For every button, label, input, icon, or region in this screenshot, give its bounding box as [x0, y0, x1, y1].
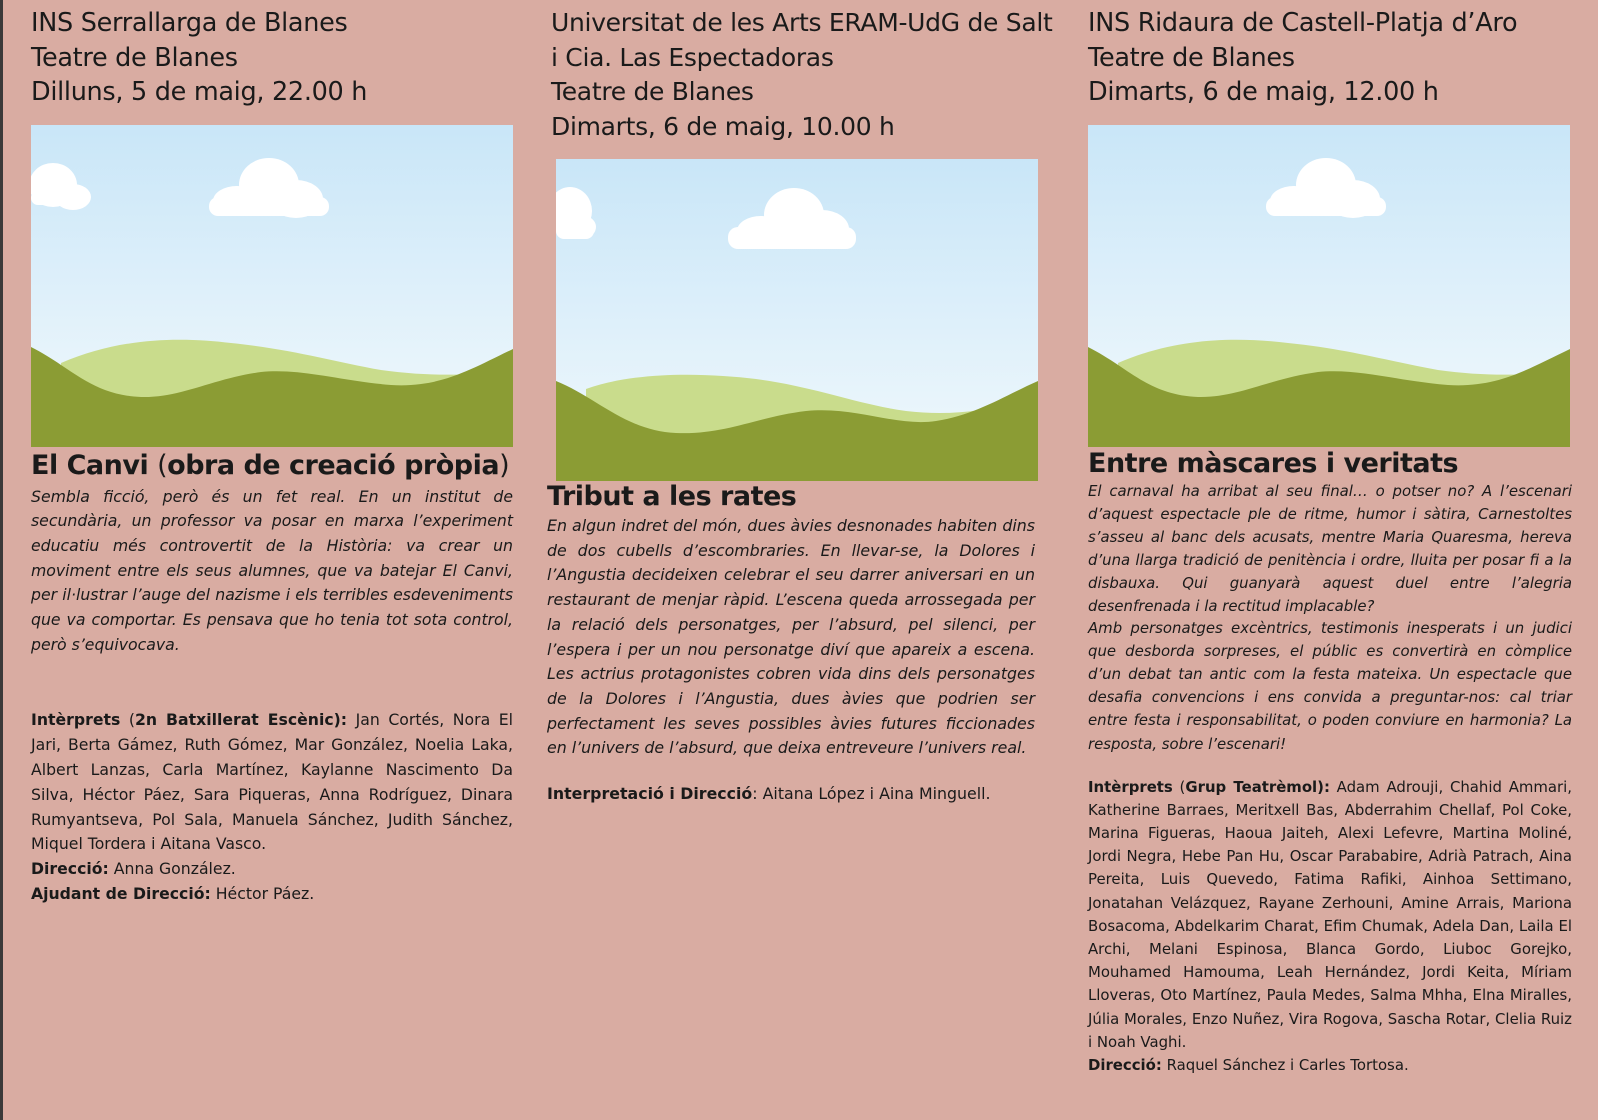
- interpreters-group-close: ):: [1317, 777, 1330, 796]
- show-description: En algun indret del món, dues àvies desnonades habiten dins de dos cubells d’escombraries. En llevar-se, la Dolores i l’Angustia decideixen celebrar el seu darrer aniversari en un restaurant de menjar ràpid. L’escena queda arrossegada per la relació dels personatges, per l’absurd, pel silenci, per l’espera i per un nou personatge diví que apareix a escena. Les actrius protagonistes cobren vida dins dels personatges de la Dolores i l’Angustia, dues àvies que podrien ser perfectament les seves possibles àvies futures ficcionades en l’univers de l’absurd, que deixa entreveure l’univers real.: [547, 516, 1035, 758]
- interpreters-group-close: ):: [333, 710, 348, 730]
- credit-label: Interpretació i Direcció: [547, 784, 753, 804]
- interpreters-group: Grup Teatrèmol: [1185, 777, 1318, 796]
- interpreters-line: [31, 708, 513, 857]
- landscape-placeholder-icon: [556, 159, 1038, 481]
- show-title: [31, 449, 513, 483]
- title-paren-open: (: [157, 449, 168, 481]
- event-venue-line: Universitat de les Arts ERAM-UdG de Salt: [551, 8, 1053, 37]
- show-credits: [1088, 776, 1572, 1078]
- direction-label: Direcció:: [1088, 1056, 1162, 1075]
- event-date-line: Dilluns, 5 de maig, 22.00 h: [31, 77, 368, 107]
- assistant-direction-line: [31, 882, 513, 907]
- direction-label: Direcció:: [31, 859, 109, 879]
- interpreters-group-open: (: [1172, 777, 1186, 796]
- show-description-part-1: El carnaval ha arribat al seu final… o potser no? A l’escenari d’aquest espectacle ple de ritme, humor i sàtira, Carnestoltes s’asseu al banc dels acusats, mentre Maria Quaresma, hereva d’una llarga tradició de penitència i ordre, lluita per posar fi a la disbauxa. Qui guanyarà aquest duel entre l’alegria desenfrenada i la rectitud implacable?: [1088, 481, 1572, 615]
- event-column-3: [1088, 6, 1572, 1077]
- direction-names: Raquel Sánchez i Carles Tortosa.: [1161, 1056, 1409, 1075]
- show-description: Sembla ficció, però és un fet real. En un institut de secundària, un professor va posar en marxa l’experiment educatiu més controvertit de la Història: va crear un moviment entre els seus alumnes, que va batejar El Canvi, per il·lustrar l’auge del nazisme i els terribles esdeveniments que va comportar. Es pensava que ho tenia tot sota control, però s’equivocava.: [31, 486, 513, 654]
- event-column-1: [31, 6, 513, 907]
- show-credits: [31, 708, 513, 906]
- left-edge-border: [0, 0, 3, 1120]
- interpreters-group: 2n Batxillerat Escènic: [134, 710, 334, 730]
- event-theatre-line: Teatre de Blanes: [551, 77, 754, 106]
- event-venue-line: INS Serrallarga de Blanes: [31, 8, 348, 38]
- show-credits: [547, 782, 1035, 806]
- event-theatre-line: Teatre de Blanes: [31, 42, 238, 73]
- assistant-direction-name: Héctor Páez.: [210, 884, 315, 903]
- direction-names: Anna González.: [108, 859, 236, 879]
- title-paren-close: ): [499, 449, 510, 481]
- interpreters-names: Adam Adrouji, Chahid Ammari, Katherine Barraes, Meritxell Bas, Abderrahim Chellaf, Pol Coke, Marina Figueras, Haoua Jaiteh, Alexi Lefevre, Martina Moliné, Jordi Negra, Hebe Pan Hu, Oscar Parababire, Adrià Patrach, Aina Pereita, Luis Quevedo, Fatima Rafiki, Ainhoa Settimano, Jonatahan Velázquez, Rayane Zerhouni, Amine Arrais, Mariona Bosacoma, Abdelkarim Charat, Efim Chumak, Adela Dan, Laila El Archi, Melani Espinosa, Blanca Gordo, Liuboc Gorejko, Mouhamed Hamouma, Leah Hernández, Jordi Keita, Míriam Lloveras, Oto Martínez, Paula Medes, Salma Mhha, Elna Miralles, Júlia Morales, Enzo Nuñez, Vira Rogova, Sascha Rotar, Clelia Ruiz i Noah Vaghi.: [1088, 777, 1573, 1051]
- event-venue-line: INS Ridaura de Castell-Platja d’Aro: [1088, 8, 1518, 38]
- event-column-2: [547, 6, 1053, 806]
- direction-line: [1088, 1054, 1572, 1077]
- show-title: Tribut a les rates: [547, 481, 797, 512]
- event-date-line: Dimarts, 6 de maig, 12.00 h: [1088, 77, 1439, 107]
- event-date-line: Dimarts, 6 de maig, 10.00 h: [551, 111, 895, 141]
- show-description-part-2: Amb personatges excèntrics, testimonis inesperats i un judici que desborda sorpreses, el públic es convertirà en còmplice d’un debat tan antic com la festa mateixa. Un espectacle que desafia convencions i ens convida a preguntar-nos: cal triar entre festa i responsabilitat, o poden conviure en harmonia? La resposta, sobre l’escenari!: [1088, 619, 1572, 753]
- credit-line: [547, 782, 1035, 806]
- interpreters-line: [1088, 776, 1572, 1054]
- direction-line: [31, 857, 513, 882]
- credit-names: : Aitana López i Aina Minguell.: [752, 784, 991, 804]
- assistant-direction-label: Ajudant de Direcció:: [31, 884, 211, 903]
- show-title: Entre màscares i veritats: [1088, 447, 1459, 479]
- interpreters-group-open: (: [120, 710, 135, 730]
- interpreters-label: Intèrprets: [1088, 777, 1173, 796]
- interpreters-names: Jan Cortés, Nora El Jari, Berta Gámez, Ruth Gómez, Mar González, Noelia Laka, Albert Lanzas, Carla Martínez, Kaylanne Nascimento Da Silva, Héctor Páez, Sara Piqueras, Anna Rodríguez, Dinara Rumyantseva, Pol Sala, Manuela Sánchez, Judith Sánchez, Miquel Tordera i Aitana Vasco.: [31, 710, 513, 854]
- show-title-main: El Canvi: [31, 449, 149, 481]
- interpreters-label: Intèrprets: [31, 710, 121, 730]
- title-paren-text: obra de creació pròpia: [167, 449, 500, 481]
- landscape-placeholder-icon: [1088, 125, 1570, 447]
- event-company-line: i Cia. Las Espectadoras: [551, 42, 834, 72]
- landscape-placeholder-icon: [31, 125, 513, 447]
- event-theatre-line: Teatre de Blanes: [1088, 42, 1295, 73]
